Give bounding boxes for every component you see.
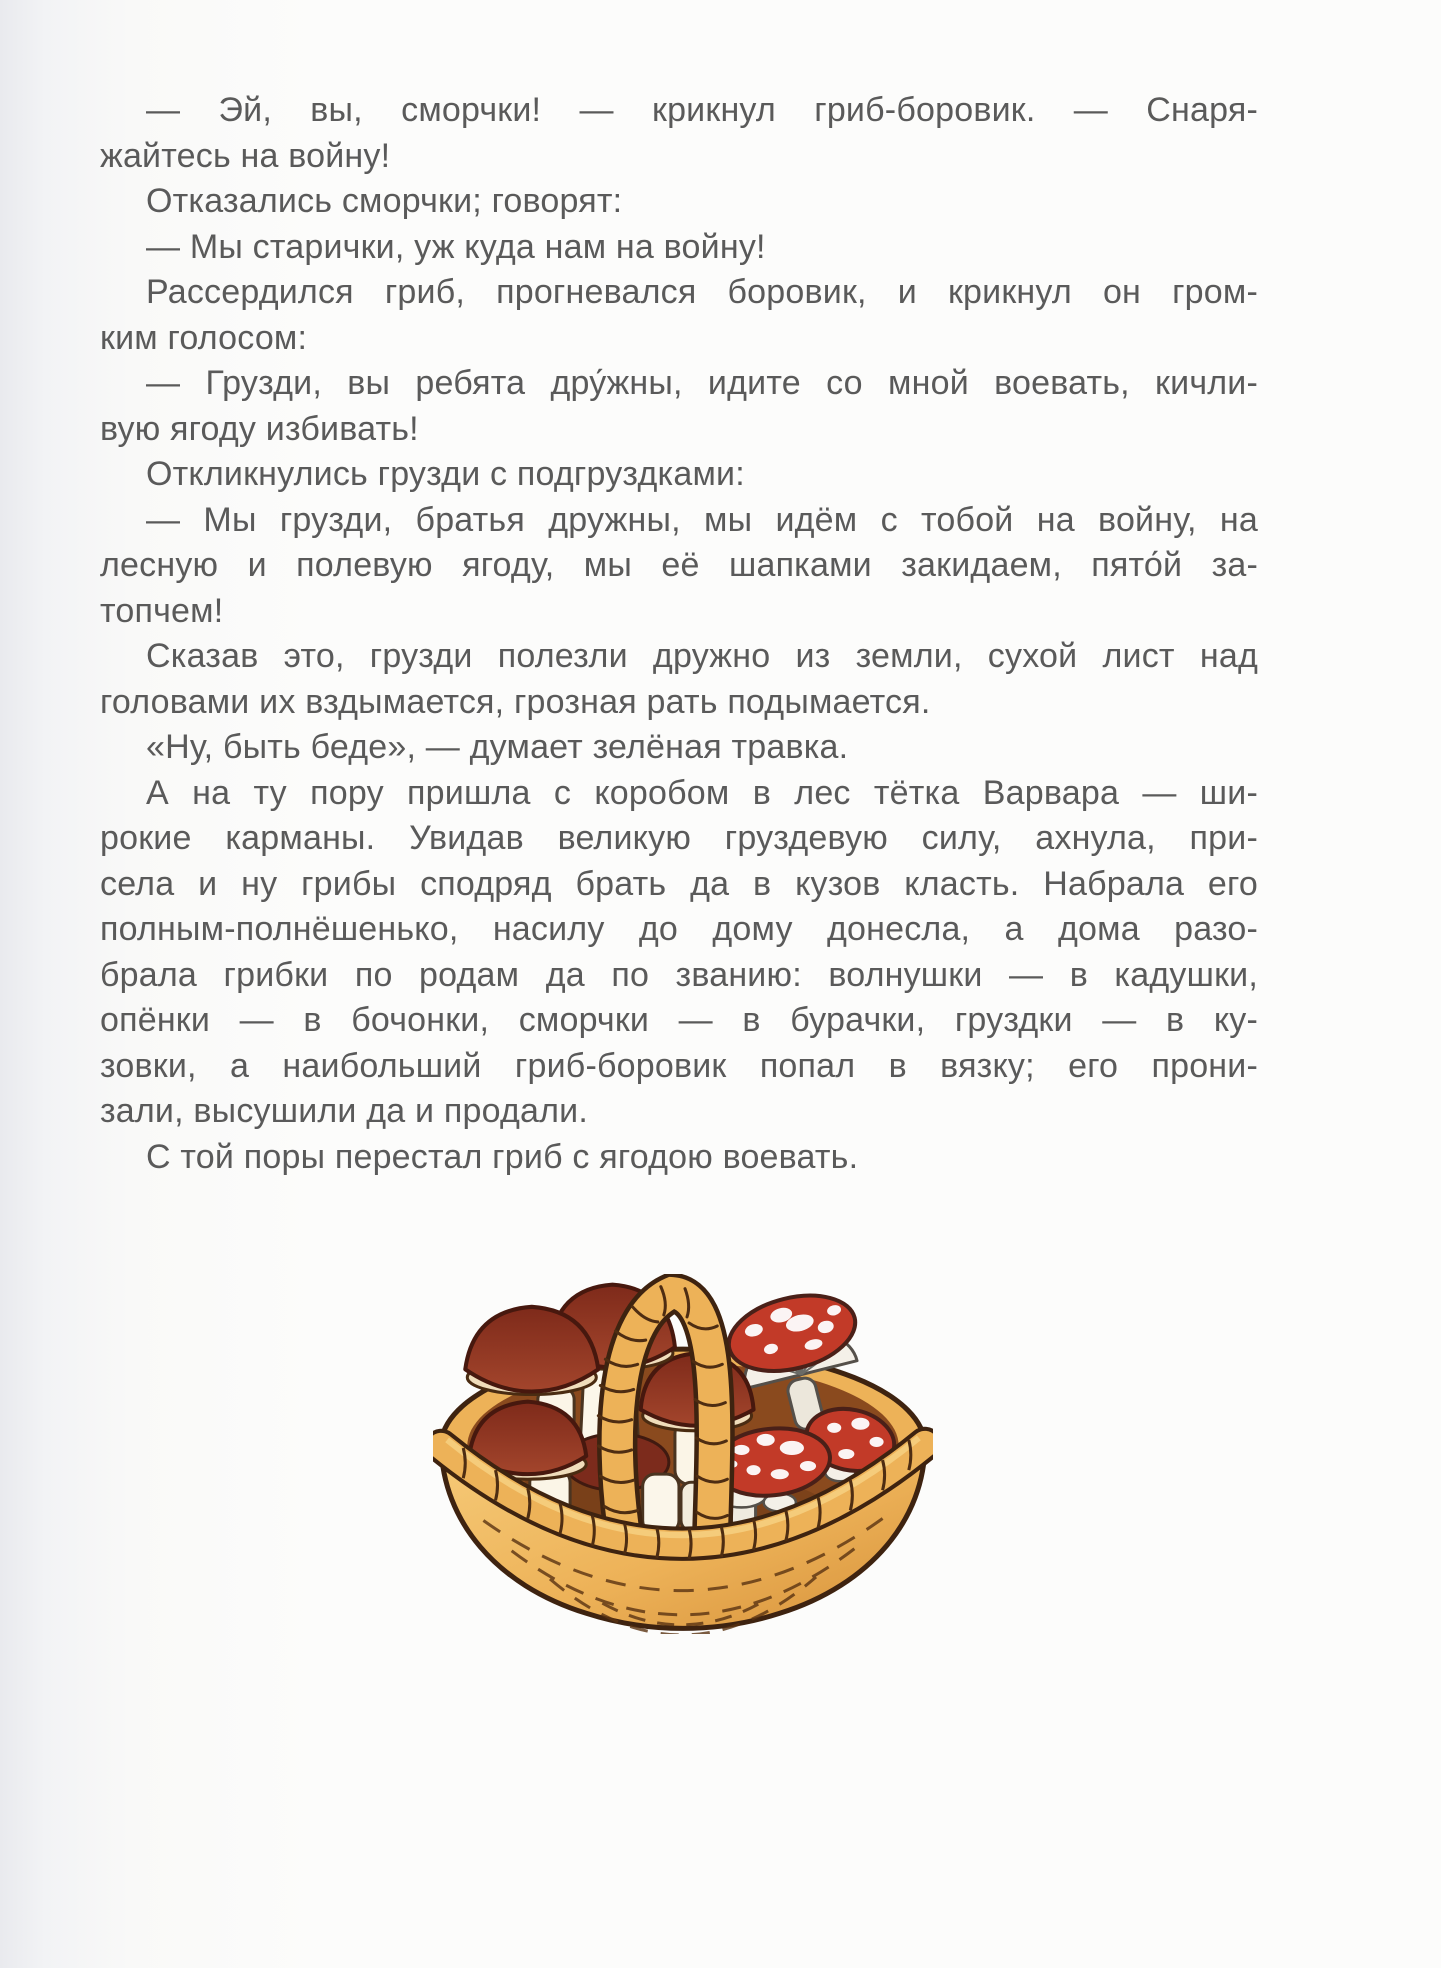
text-line: жайтесь на войну! [100, 136, 391, 175]
text-line: — Эй, вы, сморчки! — крикнул гриб-боровик. — Снаря- [146, 91, 1258, 129]
story-text [100, 88, 1258, 1180]
text-line: С той поры перестал гриб с ягодою воевать. [146, 1137, 859, 1176]
text-line: зали, высушили да и продали. [100, 1092, 589, 1130]
text-line: брала грибки по родам да по званию: волнушки — в кадушки, [100, 955, 1258, 994]
text-line: вую ягоду избивать! [100, 409, 419, 448]
text-line: Рассердился гриб, прогневался боровик, и крикнул он гром- [146, 273, 1258, 311]
text-line: зовки, а наибольший гриб-боровик попал в вязку; его прони- [100, 1046, 1258, 1085]
text-line: полным-полнёшенько, насилу до дому донесла, а дома разо- [100, 910, 1258, 948]
text-line: лесную и полевую ягоду, мы её шапками закидаем, пято́й за- [100, 546, 1258, 584]
text-line: А на ту пору пришла с коробом в лес тётка Варвара — ши- [146, 773, 1258, 812]
text-line: — Грузди, вы ребята дру́жны, идите со мной воевать, кичли- [146, 364, 1258, 402]
text-line: ким голосом: [100, 318, 308, 357]
basket-illustration-svg [433, 1274, 933, 1634]
text-line: Откликнулись грузди с подгруздками: [146, 455, 745, 493]
text-line: — Мы грузди, братья дружны, мы идём с тобой на войну, на [146, 500, 1258, 539]
text-line: опёнки — в бочонки, сморчки — в бурачки, груздки — в ку- [100, 1001, 1258, 1039]
text-line: — Мы старички, уж куда нам на войну! [146, 227, 766, 266]
text-line: Отказались сморчки; говорят: [146, 182, 623, 220]
text-line: топчем! [100, 591, 224, 630]
text-line: Сказав это, грузди полезли дружно из земли, сухой лист над [146, 637, 1258, 675]
text-line: «Ну, быть беде», — думает зелёная травка. [146, 728, 849, 766]
text-line: села и ну грибы сподряд брать да в кузов класть. Набрала его [100, 864, 1258, 903]
text-line: головами их вздымается, грозная рать подымается. [100, 682, 931, 721]
text-line: рокие карманы. Увидав великую груздевую силу, ахнула, при- [100, 819, 1258, 857]
illustration-basket-of-mushrooms [433, 1274, 933, 1634]
